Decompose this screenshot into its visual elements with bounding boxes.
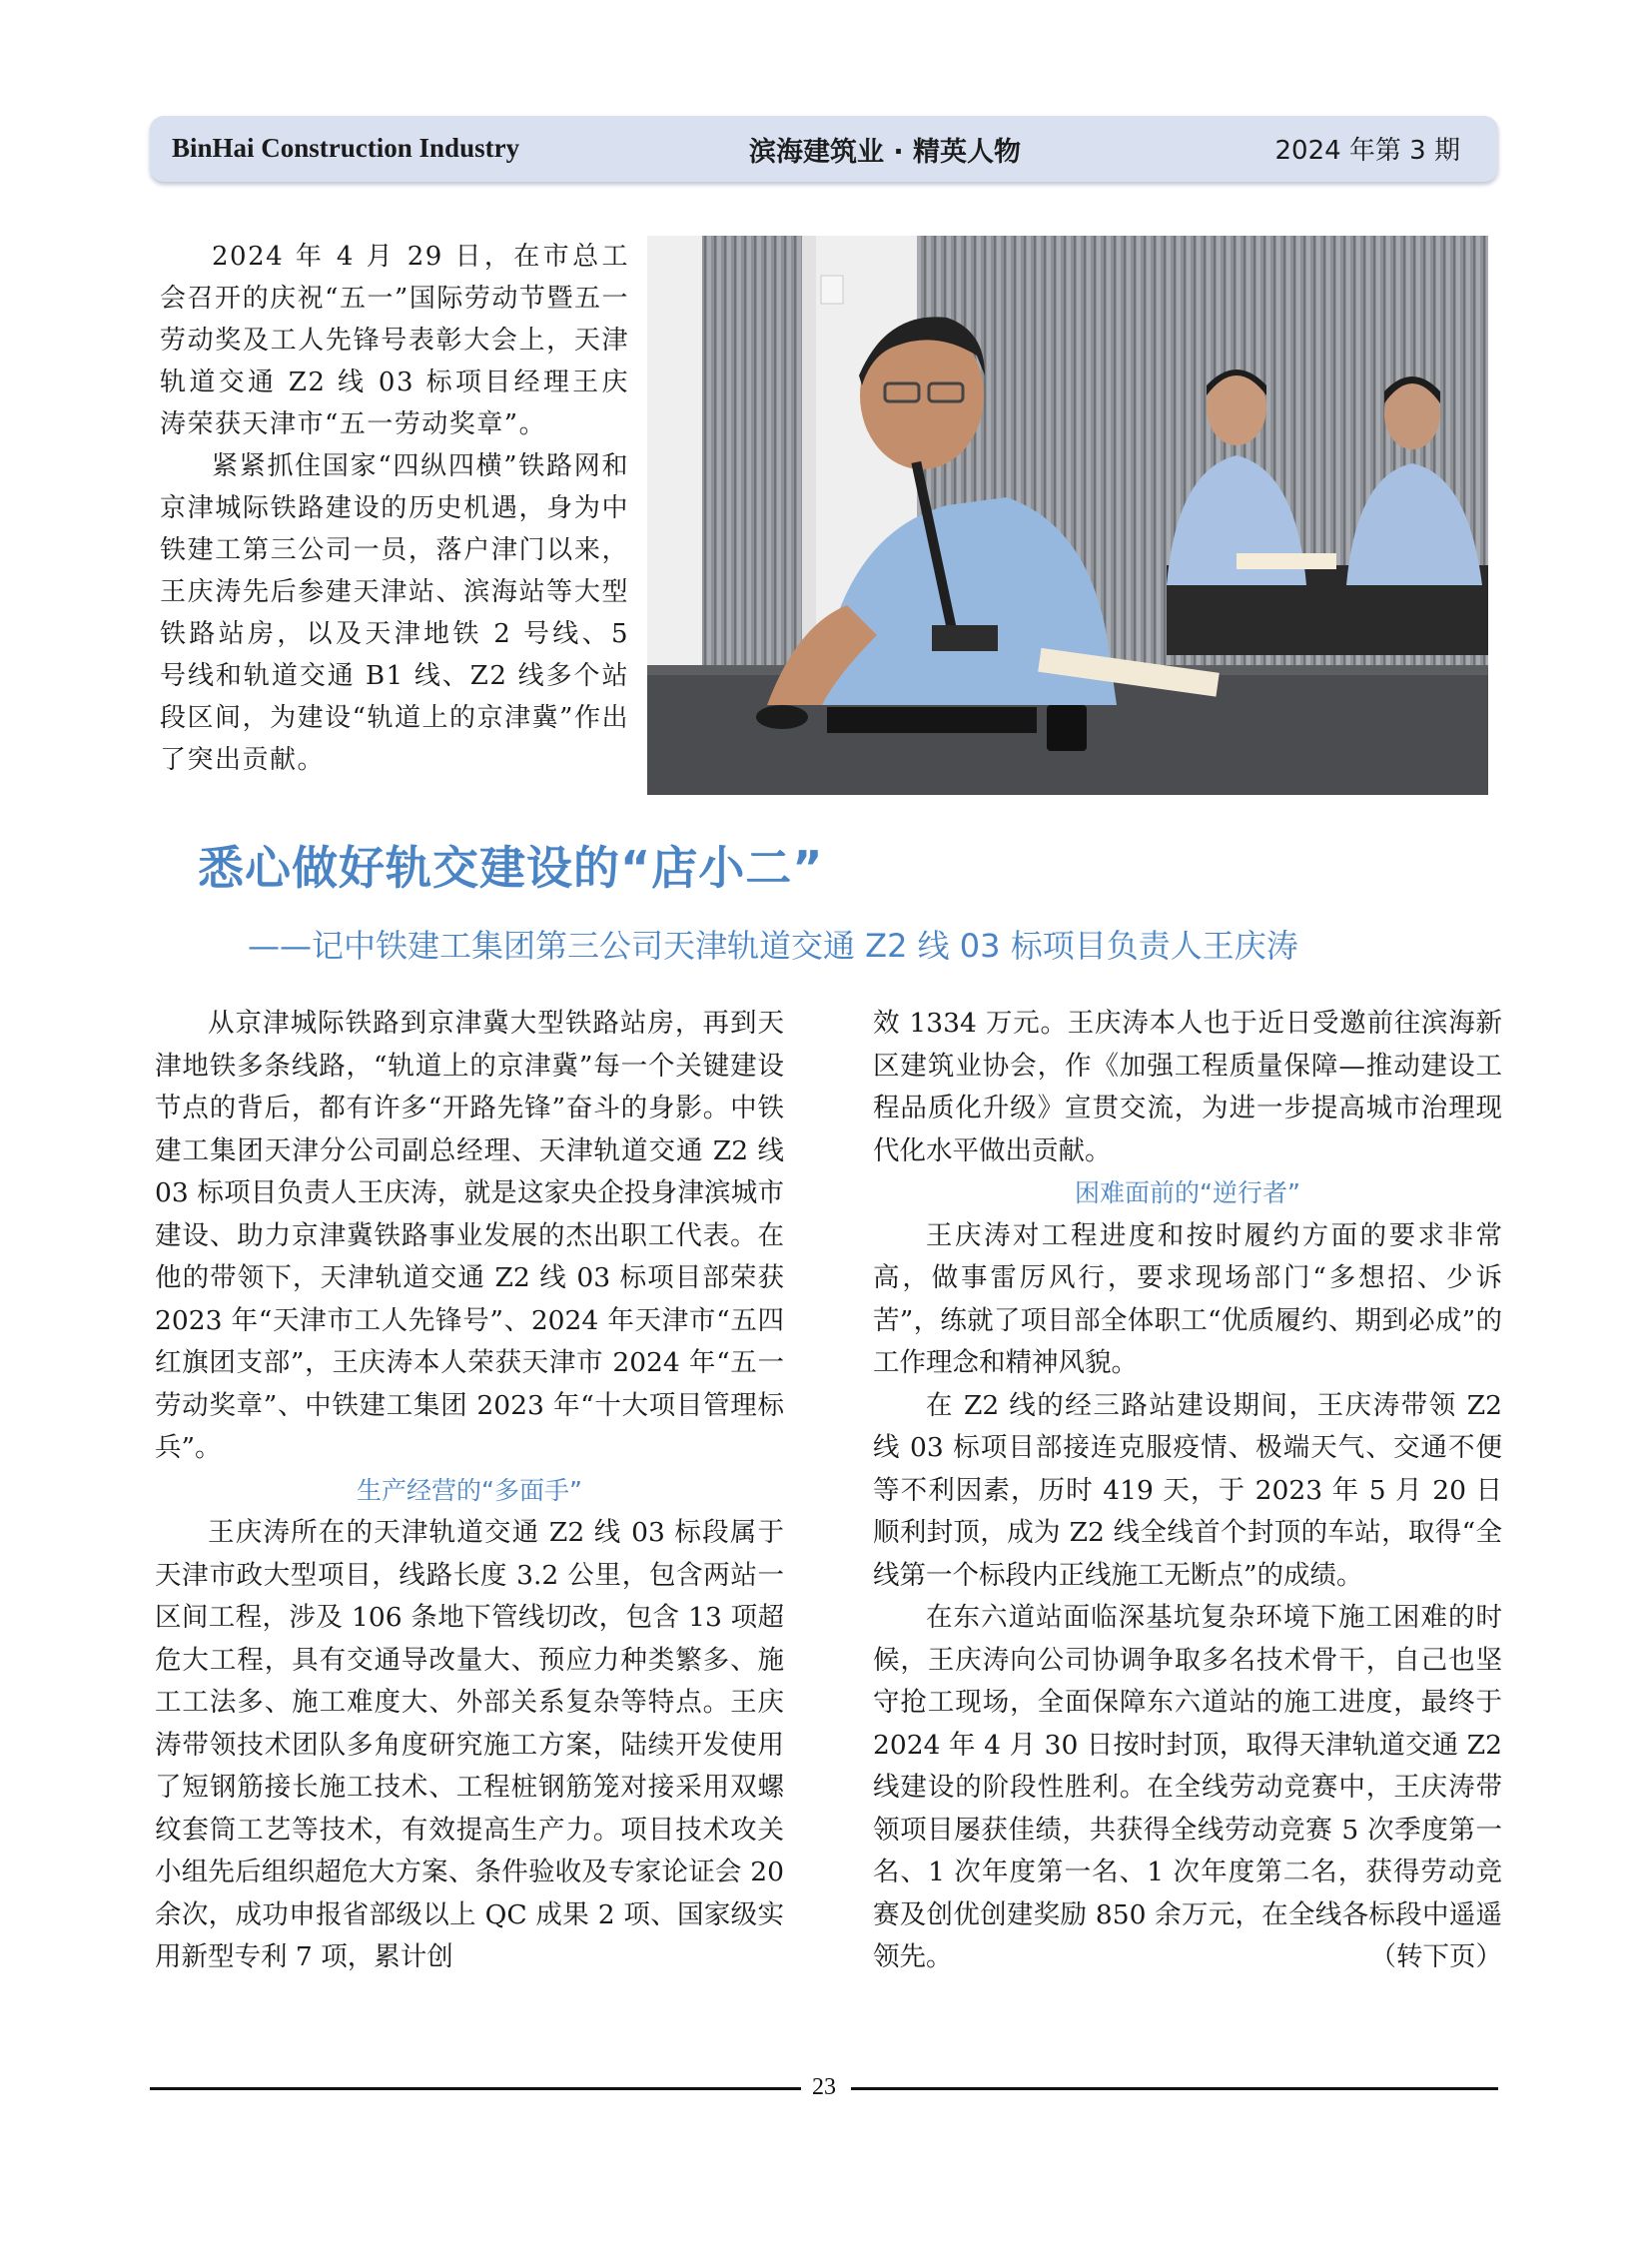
footer-rule-right bbox=[851, 2087, 1498, 2090]
section-heading: 生产经营的“多面手” bbox=[357, 1475, 582, 1505]
continued-note: （转下页） bbox=[1369, 1941, 1502, 1972]
article-paragraph: 王庆涛所在的天津轨道交通 Z2 线 03 标段属于天津市政大型项目，线路长度 3.2 公里，包含两站一区间工程，涉及 106 条地下管线切改，包含 13 项超危大工程，具有交通导改量大、预应力种类繁多、施工工法多、施工难度大、外部关系复杂等特点。王庆涛带领技术团队多角度研究施工方案，陆续开发使用了短钢筋接长施工技术、工程桩钢筋笼对接采用双螺纹套筒工艺等技术，有效提高生产力。项目技术攻关小组先后组织超危大方案、条件验收及专家论证会 20 余次，成功申报省部级以上 QC 成果 2 项、国家级实用新型专利 7 项，累计创 bbox=[155, 1517, 784, 1972]
article-paragraph: 王庆涛对工程进度和按时履约方面的要求非常高，做事雷厉风行，要求现场部门“多想招、少诉苦”，练就了项目部全体职工“优质履约、期到必成”的工作理念和精神风貌。 bbox=[873, 1219, 1502, 1378]
magazine-english-title: BinHai Construction Industry bbox=[172, 133, 520, 163]
issue-number: 2024 年第 3 期 bbox=[1274, 136, 1460, 166]
article-paragraph-text: 在东六道站面临深基坑复杂环境下施工困难的时候，王庆涛向公司协调争取多名技术骨干，自己也坚守抢工现场，全面保障东六道站的施工进度，最终于 2024 年 4 月 30 日按时封顶，取得天津轨道交通 Z2 线建设的阶段性胜利。在全线劳动竞赛中，王庆涛带领项目屡获佳绩，共获得全线劳动竞赛 5 次季度第一名、1 次年度第一名、1 次年度第二名，获得劳动竞赛及创优创建奖励 850 余万元，在全线各标段中遥遥领先。 bbox=[873, 1602, 1502, 1972]
feature-photo bbox=[647, 236, 1488, 795]
intro-text bbox=[160, 236, 629, 781]
article-subtitle: ——记中铁建工集团第三公司天津轨道交通 Z2 线 03 标项目负责人王庆涛 bbox=[248, 927, 1298, 965]
intro-paragraph: 紧紧抓住国家“四纵四横”铁路网和京津城际铁路建设的历史机遇，身为中铁建工第三公司一员，落户津门以来，王庆涛先后参建天津站、滨海站等大型铁路站房，以及天津地铁 2 号线、5 号线和轨道交通 B1 线、Z2 线多个站段区间，为建设“轨道上的京津冀”作出了突出贡献。 bbox=[160, 451, 629, 775]
page-header bbox=[150, 116, 1498, 182]
article-paragraph: 效 1334 万元。王庆涛本人也于近日受邀前往滨海新区建筑业协会，作《加强工程质量保障—推动建设工程品质化升级》宣贯交流，为进一步提高城市治理现代化水平做出贡献。 bbox=[873, 1008, 1502, 1166]
article-column-left bbox=[155, 1003, 784, 1979]
page-number: 23 bbox=[812, 2074, 836, 2100]
section-heading: 困难面前的“逆行者” bbox=[1075, 1178, 1300, 1207]
article-paragraph bbox=[873, 1597, 1502, 1979]
intro-paragraph: 2024 年 4 月 29 日，在市总工会召开的庆祝“五一”国际劳动节暨五一劳动奖及工人先锋号表彰大会上，天津轨道交通 Z2 线 03 标项目经理王庆涛荣获天津市“五一劳动奖章”。 bbox=[160, 242, 629, 439]
article-column-right bbox=[873, 1003, 1502, 1979]
article-paragraph: 从京津城际铁路到京津冀大型铁路站房，再到天津地铁多条线路，“轨道上的京津冀”每一个关键建设节点的背后，都有许多“开路先锋”奋斗的身影。中铁建工集团天津分公司副总经理、天津轨道交通 Z2 线 03 标项目负责人王庆涛，就是这家央企投身津滨城市建设、助力京津冀铁路事业发展的杰出职工代表。在他的带领下，天津轨道交通 Z2 线 03 标项目部荣获 2023 年“天津市工人先锋号”、2024 年天津市“五四红旗团支部”，王庆涛本人荣获天津市 2024 年“五一劳动奖章”、中铁建工集团 2023 年“十大项目管理标兵”。 bbox=[155, 1008, 784, 1463]
article-title: 悉心做好轨交建设的“店小二” bbox=[198, 841, 824, 895]
magazine-section-title: 滨海建筑业 · 精英人物 bbox=[749, 137, 1022, 168]
footer-rule-left bbox=[150, 2087, 801, 2090]
article-paragraph: 在 Z2 线的经三路站建设期间，王庆涛带领 Z2 线 03 标项目部接连克服疫情、极端天气、交通不便等不利因素，历时 419 天，于 2023 年 5 月 20 日顺利封顶，成为 Z2 线全线首个封顶的车站，取得“全线第一个标段内正线施工无断点”的成绩。 bbox=[873, 1389, 1502, 1591]
